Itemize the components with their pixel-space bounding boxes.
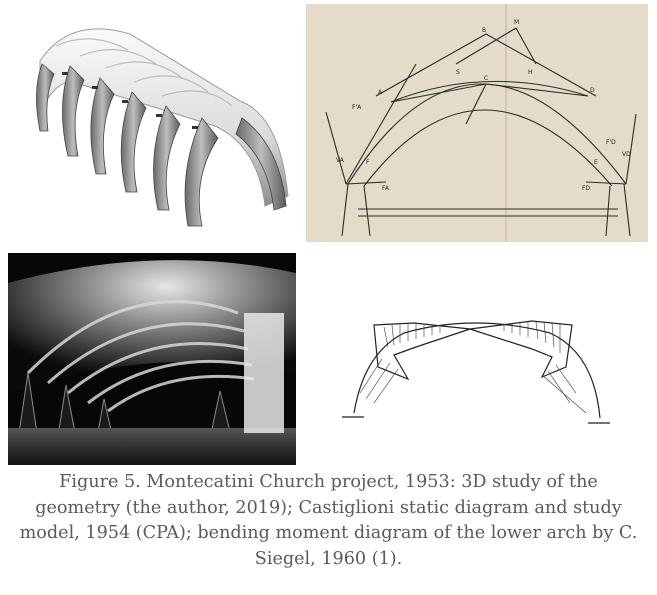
bending-moment-diagram (304, 253, 648, 465)
diagram-label-d: D (590, 87, 595, 94)
diagram-label-f1: F'A (352, 104, 362, 111)
diagram-label-vd: VD (622, 151, 631, 158)
study-model-photo-panel (8, 253, 296, 465)
diagram-label-s: S (456, 69, 460, 76)
diagram-label-fd: FD (582, 185, 591, 192)
bending-moment-panel (304, 253, 648, 465)
diagram-label-fa: FA (382, 185, 390, 192)
diagram-label-f: F (366, 159, 370, 166)
diagram-label-h: H (528, 69, 533, 76)
diagram-label-a: A (378, 89, 383, 96)
study-model-photo (8, 253, 296, 465)
figure-caption: Figure 5. Montecatini Church project, 1953: 3D study of the geometry (the author, 2019); Castiglioni static diagram and study model, 1954 (CPA); bending moment diagram of the lower arch by C. Siegel, 1960 (1). (19, 472, 638, 569)
diagram-label-f2: F'D (606, 139, 616, 146)
diagram-label-va: VA (336, 157, 344, 164)
diagram-label-m: M (514, 19, 520, 26)
static-diagram-image (306, 4, 648, 242)
vault-render-image (10, 6, 296, 238)
diagram-label-e: E (594, 159, 598, 166)
static-diagram-panel (306, 4, 648, 242)
render-3d-panel (10, 6, 296, 238)
diagram-label-b: B (482, 27, 487, 34)
diagram-label-c: C (484, 75, 489, 82)
